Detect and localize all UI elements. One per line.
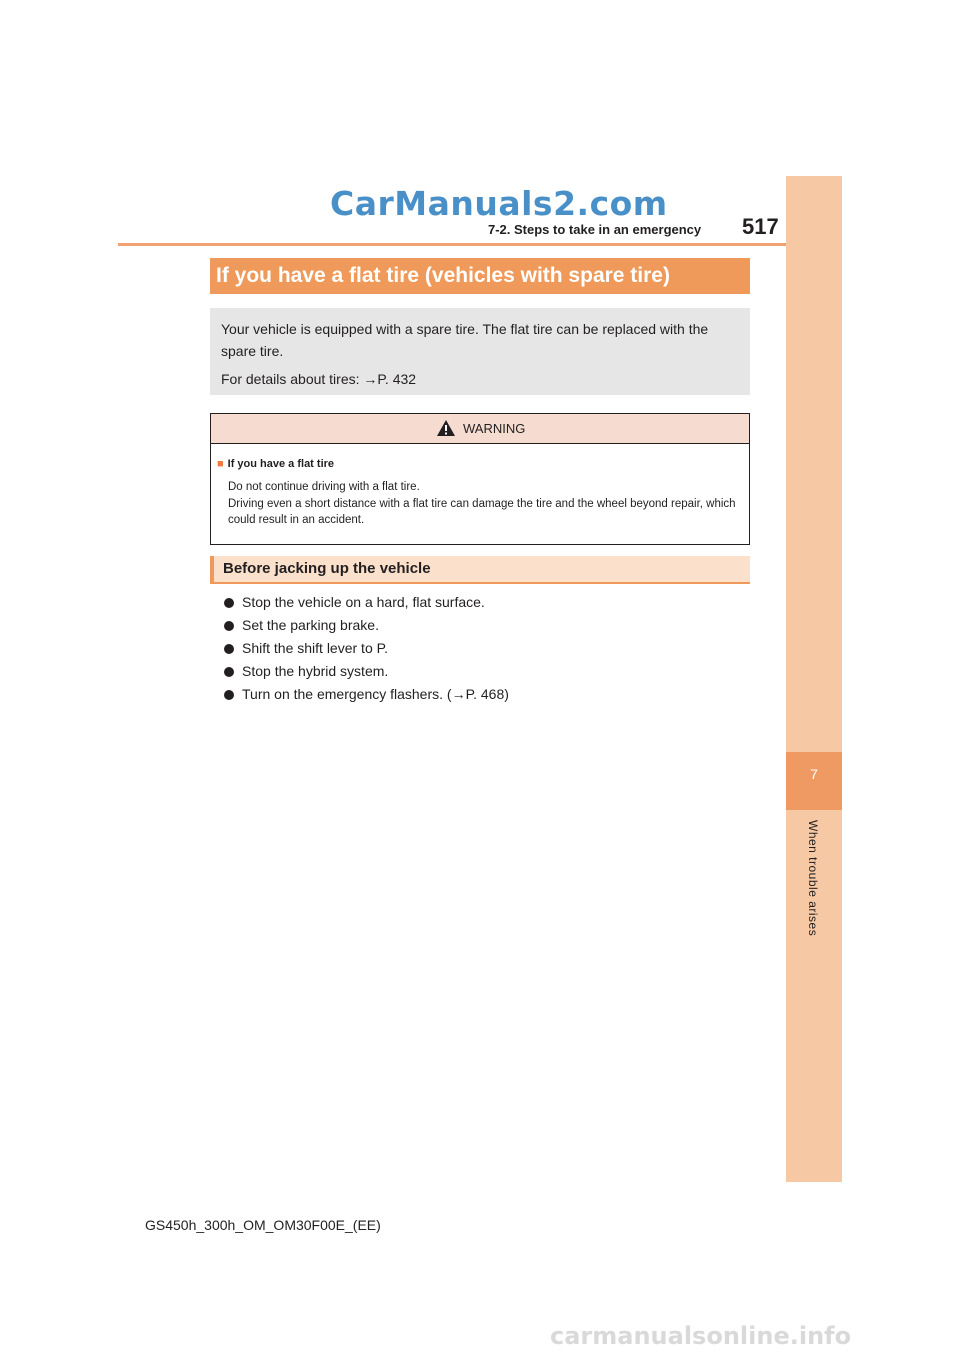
header-rule bbox=[118, 243, 842, 246]
step-text: Stop the hybrid system. bbox=[242, 663, 389, 679]
warning-box bbox=[210, 413, 750, 545]
bullet-icon bbox=[224, 690, 234, 700]
chapter-number: 7 bbox=[810, 766, 818, 782]
intro-text: Your vehicle is equipped with a spare tire. The flat tire can be replaced with the spare tire. bbox=[221, 321, 709, 359]
intro-box bbox=[210, 308, 750, 395]
list-item bbox=[224, 614, 509, 637]
warning-line: Driving even a short distance with a flat tire can damage the tire and the wheel beyond repair, which could result in an accident. bbox=[228, 497, 736, 526]
bullet-icon bbox=[224, 644, 234, 654]
sub-heading-bar bbox=[210, 556, 214, 584]
bullet-icon bbox=[224, 667, 234, 677]
bullet-icon bbox=[224, 598, 234, 608]
warning-subhead-text: If you have a flat tire bbox=[227, 458, 335, 470]
main-heading: If you have a flat tire (vehicles with spare tire) bbox=[210, 258, 750, 294]
warning-line: Do not continue driving with a flat tire. bbox=[228, 481, 420, 493]
list-item bbox=[224, 637, 509, 660]
warning-title: WARNING bbox=[463, 421, 526, 436]
page-number: 517 bbox=[742, 214, 779, 239]
step-text: Stop the vehicle on a hard, flat surface. bbox=[242, 594, 485, 610]
warning-header bbox=[211, 414, 749, 444]
step-text: Turn on the emergency flashers. (→P. 468) bbox=[242, 686, 509, 702]
step-text: Shift the shift lever to P. bbox=[242, 640, 389, 656]
chapter-side-tab bbox=[786, 176, 842, 1182]
bullet-icon bbox=[224, 621, 234, 631]
list-item bbox=[224, 660, 509, 683]
list-item bbox=[224, 591, 509, 614]
intro-reference-link[interactable]: For details about tires: →P. 432 bbox=[221, 371, 417, 387]
square-bullet-icon: ■ bbox=[217, 458, 224, 470]
warning-triangle-icon bbox=[437, 420, 455, 436]
list-item bbox=[224, 683, 509, 706]
warning-subhead bbox=[217, 458, 334, 470]
footer-watermark: carmanualsonline.info bbox=[550, 1322, 852, 1350]
section-title: 7-2. Steps to take in an emergency bbox=[488, 222, 702, 237]
sub-heading: Before jacking up the vehicle bbox=[210, 556, 750, 584]
warning-body bbox=[228, 479, 743, 529]
step-text: Set the parking brake. bbox=[242, 617, 379, 633]
footer-document-id: GS450h_300h_OM_OM30F00E_(EE) bbox=[145, 1217, 381, 1233]
chapter-label: When trouble arises bbox=[806, 820, 820, 937]
watermark-logo: CarManuals2.com bbox=[330, 184, 668, 223]
steps-list bbox=[224, 591, 509, 706]
